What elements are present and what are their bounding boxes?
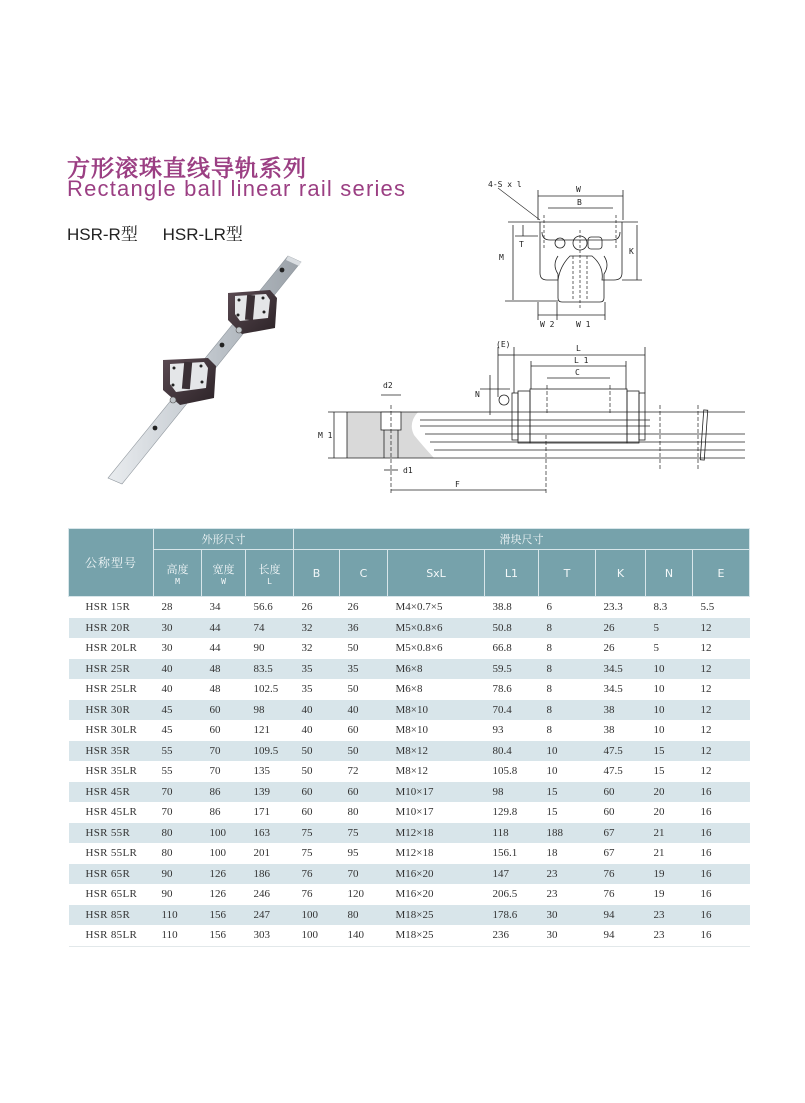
model-cell: HSR 65R xyxy=(69,864,154,885)
value-cell: 201 xyxy=(253,847,270,860)
value-cell: 60 xyxy=(202,700,246,721)
value-cell: 50 xyxy=(347,683,359,696)
value-cell: 236 xyxy=(485,925,539,946)
model-cell: HSR 65LR xyxy=(85,888,138,901)
value-cell: 16 xyxy=(700,888,712,901)
label-4-sxl: 4-S x l xyxy=(488,180,522,189)
model-cell: HSR 20R xyxy=(69,618,154,639)
column-header xyxy=(693,550,750,597)
value-cell: 156 xyxy=(202,905,246,926)
value-cell: 21 xyxy=(646,823,693,844)
value-cell: 74 xyxy=(246,618,294,639)
value-cell: 10 xyxy=(546,765,558,778)
value-cell: 23 xyxy=(539,864,596,885)
value-cell: 100 xyxy=(202,823,246,844)
value-cell: 60 xyxy=(603,806,615,819)
value-cell: 70 xyxy=(154,782,202,803)
value-cell: 66.8 xyxy=(492,642,512,655)
value-cell: 90 xyxy=(253,642,265,655)
value-cell: 80 xyxy=(161,847,173,860)
value-cell: 126 xyxy=(202,864,246,885)
value-cell: 48 xyxy=(209,683,221,696)
value-cell: 8 xyxy=(546,683,552,696)
value-cell: M12×18 xyxy=(395,847,434,860)
value-cell: 47.5 xyxy=(596,741,646,762)
value-cell: 80 xyxy=(154,823,202,844)
model-cell: HSR 45LR xyxy=(85,806,138,819)
value-cell: 40 xyxy=(294,700,340,721)
model-cell: HSR 55LR xyxy=(85,847,138,860)
table-row xyxy=(69,761,750,782)
value-cell: 12 xyxy=(700,683,712,696)
value-cell: 75 xyxy=(294,823,340,844)
value-cell: 40 xyxy=(301,724,313,737)
column-label: T xyxy=(563,566,571,580)
value-cell: 19 xyxy=(653,888,665,901)
value-cell: 102.5 xyxy=(253,683,279,696)
value-cell: 40 xyxy=(340,700,388,721)
table-row xyxy=(69,679,750,700)
value-cell: 70.4 xyxy=(485,700,539,721)
value-cell: 110 xyxy=(154,905,202,926)
value-cell: 44 xyxy=(202,618,246,639)
value-cell: 98 xyxy=(485,782,539,803)
value-cell: 163 xyxy=(246,823,294,844)
label-w: W xyxy=(576,185,581,194)
table-row xyxy=(69,925,750,946)
value-cell: 78.6 xyxy=(492,683,512,696)
value-cell: 156.1 xyxy=(492,847,518,860)
value-cell: 121 xyxy=(253,724,270,737)
column-header xyxy=(340,550,388,597)
value-cell: M16×20 xyxy=(388,864,485,885)
column-symbol: M xyxy=(175,576,180,586)
value-cell: 38.8 xyxy=(492,601,512,614)
value-cell: 80 xyxy=(347,806,359,819)
value-cell: 10 xyxy=(646,700,693,721)
value-cell: 120 xyxy=(347,888,364,901)
label-l1: L 1 xyxy=(574,356,589,365)
value-cell: 303 xyxy=(246,925,294,946)
value-cell: 6 xyxy=(546,601,552,614)
value-cell: 50 xyxy=(340,741,388,762)
value-cell: 45 xyxy=(161,724,173,737)
column-header xyxy=(154,550,202,597)
label-m1: M 1 xyxy=(318,431,333,440)
value-cell: 50 xyxy=(294,741,340,762)
value-cell: 34.5 xyxy=(603,683,623,696)
value-cell: 55 xyxy=(154,741,202,762)
value-cell: 16 xyxy=(693,864,750,885)
label-c: C xyxy=(575,368,580,377)
value-cell: 156 xyxy=(202,925,246,946)
value-cell: 188 xyxy=(539,823,596,844)
value-cell: 34 xyxy=(209,601,221,614)
value-cell: 60 xyxy=(209,724,221,737)
value-cell: 60 xyxy=(596,782,646,803)
model-cell: HSR 85LR xyxy=(69,925,154,946)
value-cell: 35 xyxy=(301,683,313,696)
value-cell: 75 xyxy=(301,847,313,860)
value-cell: 26 xyxy=(347,601,359,614)
table-row xyxy=(69,802,750,823)
value-cell: 186 xyxy=(246,864,294,885)
value-cell: 44 xyxy=(209,642,221,655)
value-cell: 20 xyxy=(646,782,693,803)
value-cell: 34.5 xyxy=(596,659,646,680)
value-cell: 12 xyxy=(693,700,750,721)
model-cell: HSR 55R xyxy=(69,823,154,844)
table-row xyxy=(69,782,750,803)
value-cell: 48 xyxy=(202,659,246,680)
label-l: L xyxy=(576,344,581,353)
table-row xyxy=(69,741,750,762)
value-cell: 12 xyxy=(700,642,712,655)
value-cell: 16 xyxy=(693,823,750,844)
value-cell: 90 xyxy=(154,864,202,885)
value-cell: M4×0.7×5 xyxy=(395,601,443,614)
value-cell: 5 xyxy=(653,642,659,655)
value-cell: 76 xyxy=(603,888,615,901)
value-cell: 30 xyxy=(161,642,173,655)
model-type-r: HSR-R型 xyxy=(67,225,138,244)
value-cell: 95 xyxy=(347,847,359,860)
table-row xyxy=(69,618,750,639)
value-cell: 16 xyxy=(700,847,712,860)
value-cell: 12 xyxy=(700,765,712,778)
table-row xyxy=(69,659,750,680)
value-cell: 40 xyxy=(161,683,173,696)
value-cell: 135 xyxy=(253,765,270,778)
column-header xyxy=(294,550,340,597)
value-cell: 247 xyxy=(246,905,294,926)
value-cell: 12 xyxy=(693,618,750,639)
column-symbol: W xyxy=(221,576,226,586)
value-cell: 15 xyxy=(546,806,558,819)
model-cell: HSR 30LR xyxy=(85,724,138,737)
value-cell: 8 xyxy=(539,659,596,680)
label-m: M xyxy=(499,253,504,262)
value-cell: M18×25 xyxy=(388,905,485,926)
value-cell: 21 xyxy=(653,847,665,860)
column-label: L1 xyxy=(504,566,519,580)
value-cell: 40 xyxy=(154,659,202,680)
column-label: 长度 xyxy=(258,562,281,576)
side-view-diagram xyxy=(310,335,755,505)
value-cell: 139 xyxy=(246,782,294,803)
value-cell: 100 xyxy=(294,905,340,926)
value-cell: 129.8 xyxy=(492,806,518,819)
value-cell: 67 xyxy=(603,847,615,860)
column-header xyxy=(485,550,539,597)
value-cell: 147 xyxy=(485,864,539,885)
model-cell: HSR 35R xyxy=(69,741,154,762)
value-cell: M10×17 xyxy=(388,782,485,803)
column-symbol: L xyxy=(267,576,272,586)
value-cell: 16 xyxy=(693,905,750,926)
label-d1: d1 xyxy=(403,466,413,475)
value-cell: 12 xyxy=(700,724,712,737)
value-cell: M16×20 xyxy=(395,888,434,901)
value-cell: 246 xyxy=(253,888,270,901)
column-label: 高度 xyxy=(166,562,189,576)
value-cell: 83.5 xyxy=(246,659,294,680)
value-cell: 32 xyxy=(294,618,340,639)
value-cell: 23 xyxy=(646,905,693,926)
value-cell: 30 xyxy=(539,905,596,926)
value-cell: M8×12 xyxy=(388,741,485,762)
value-cell: 206.5 xyxy=(492,888,518,901)
column-label: E xyxy=(717,566,725,580)
table-row xyxy=(69,823,750,844)
value-cell: 86 xyxy=(202,782,246,803)
table-row xyxy=(69,720,750,741)
table-row xyxy=(69,843,750,864)
label-d2: d2 xyxy=(383,381,393,390)
value-cell: 109.5 xyxy=(246,741,294,762)
value-cell: 12 xyxy=(693,659,750,680)
value-cell: 86 xyxy=(209,806,221,819)
title-chinese: 方形滚珠直线导轨系列 xyxy=(67,156,307,182)
value-cell: 100 xyxy=(209,847,226,860)
value-cell: 60 xyxy=(340,782,388,803)
value-cell: 10 xyxy=(646,659,693,680)
value-cell: 118 xyxy=(485,823,539,844)
table-row xyxy=(69,638,750,659)
value-cell: M6×8 xyxy=(388,659,485,680)
value-cell: 75 xyxy=(340,823,388,844)
value-cell: M12×18 xyxy=(388,823,485,844)
carriage-block-lower xyxy=(163,358,216,405)
value-cell: 8 xyxy=(546,642,552,655)
value-cell: 30 xyxy=(154,618,202,639)
column-label: K xyxy=(616,566,625,580)
value-cell: 60 xyxy=(294,782,340,803)
value-cell: 23 xyxy=(546,888,558,901)
value-cell: 98 xyxy=(246,700,294,721)
value-cell: 105.8 xyxy=(492,765,518,778)
value-cell: 35 xyxy=(294,659,340,680)
spec-table xyxy=(68,528,750,947)
value-cell: 45 xyxy=(154,700,202,721)
label-b: B xyxy=(577,198,582,207)
header-model: 公称型号 xyxy=(69,529,154,597)
value-cell: 70 xyxy=(161,806,173,819)
value-cell: 36 xyxy=(340,618,388,639)
value-cell: 140 xyxy=(340,925,388,946)
value-cell: 23 xyxy=(646,925,693,946)
value-cell: 110 xyxy=(154,925,202,946)
value-cell: 26 xyxy=(301,601,313,614)
value-cell: 94 xyxy=(596,905,646,926)
header-block-dimensions: 滑块尺寸 xyxy=(294,529,750,550)
model-cell: HSR 35LR xyxy=(85,765,138,778)
table-row xyxy=(69,700,750,721)
value-cell: M8×10 xyxy=(395,724,428,737)
model-cell: HSR 45R xyxy=(69,782,154,803)
label-t: T xyxy=(519,240,524,249)
value-cell: 70 xyxy=(340,864,388,885)
value-cell: 30 xyxy=(539,925,596,946)
value-cell: 94 xyxy=(596,925,646,946)
value-cell: M10×17 xyxy=(395,806,434,819)
value-cell: 12 xyxy=(693,741,750,762)
value-cell: 76 xyxy=(301,888,313,901)
value-cell: 70 xyxy=(202,741,246,762)
label-w2: W 2 xyxy=(540,320,555,329)
column-label: 宽度 xyxy=(212,562,235,576)
label-f: F xyxy=(455,480,460,489)
value-cell: 56.6 xyxy=(253,601,273,614)
value-cell: 10 xyxy=(653,683,665,696)
value-cell: M5×0.8×6 xyxy=(388,618,485,639)
cross-section-diagram xyxy=(480,170,660,340)
model-cell: HSR 25R xyxy=(69,659,154,680)
value-cell: 28 xyxy=(161,601,173,614)
model-cell: HSR 25LR xyxy=(85,683,138,696)
title-english: Rectangle ball linear rail series xyxy=(67,176,407,201)
label-k: K xyxy=(629,247,634,256)
value-cell: 15 xyxy=(646,741,693,762)
value-cell: 50.8 xyxy=(485,618,539,639)
column-label: C xyxy=(359,566,368,580)
value-cell: 26 xyxy=(596,618,646,639)
value-cell: 50 xyxy=(347,642,359,655)
value-cell: 5.5 xyxy=(700,601,715,614)
value-cell: 23.3 xyxy=(603,601,623,614)
value-cell: 60 xyxy=(347,724,359,737)
value-cell: 90 xyxy=(161,888,173,901)
table-row xyxy=(69,905,750,926)
header-outer-dimensions: 外形尺寸 xyxy=(154,529,294,550)
value-cell: 55 xyxy=(161,765,173,778)
value-cell: 10 xyxy=(539,741,596,762)
value-cell: M5×0.8×6 xyxy=(395,642,443,655)
value-cell: 10 xyxy=(653,724,665,737)
value-cell: 93 xyxy=(492,724,504,737)
column-label: SxL xyxy=(426,566,446,580)
value-cell: 15 xyxy=(539,782,596,803)
value-cell: 76 xyxy=(294,864,340,885)
value-cell: 16 xyxy=(693,925,750,946)
column-label: B xyxy=(312,566,321,580)
value-cell: 126 xyxy=(209,888,226,901)
value-cell: 72 xyxy=(347,765,359,778)
value-cell: 8.3 xyxy=(653,601,668,614)
column-header xyxy=(246,550,294,597)
column-header xyxy=(646,550,693,597)
value-cell: 15 xyxy=(653,765,665,778)
column-header xyxy=(596,550,646,597)
value-cell: M6×8 xyxy=(395,683,423,696)
value-cell: 38 xyxy=(603,724,615,737)
model-type-lr: HSR-LR型 xyxy=(162,225,243,244)
column-header xyxy=(388,550,485,597)
value-cell: 171 xyxy=(253,806,270,819)
value-cell: M8×10 xyxy=(388,700,485,721)
value-cell: 59.5 xyxy=(485,659,539,680)
value-cell: M8×12 xyxy=(395,765,428,778)
value-cell: 8 xyxy=(539,700,596,721)
model-cell: HSR 30R xyxy=(69,700,154,721)
value-cell: 100 xyxy=(294,925,340,946)
value-cell: 80.4 xyxy=(485,741,539,762)
column-header xyxy=(202,550,246,597)
value-cell: 19 xyxy=(646,864,693,885)
model-cell: HSR 20LR xyxy=(85,642,138,655)
label-n: N xyxy=(475,390,480,399)
value-cell: M18×25 xyxy=(388,925,485,946)
table-row xyxy=(69,884,750,905)
model-cell: HSR 85R xyxy=(69,905,154,926)
model-types xyxy=(67,220,263,245)
value-cell: 67 xyxy=(596,823,646,844)
value-cell: 8 xyxy=(546,724,552,737)
value-cell: 80 xyxy=(340,905,388,926)
table-row xyxy=(69,597,750,618)
value-cell: 35 xyxy=(340,659,388,680)
value-cell: 18 xyxy=(546,847,558,860)
table-row xyxy=(69,864,750,885)
value-cell: 32 xyxy=(301,642,313,655)
value-cell: 38 xyxy=(596,700,646,721)
value-cell: 20 xyxy=(653,806,665,819)
column-header xyxy=(539,550,596,597)
value-cell: 16 xyxy=(700,806,712,819)
value-cell: 178.6 xyxy=(485,905,539,926)
value-cell: 26 xyxy=(603,642,615,655)
label-w1: W 1 xyxy=(576,320,591,329)
label-e: (E) xyxy=(496,340,511,349)
column-label: N xyxy=(664,566,674,580)
value-cell: 47.5 xyxy=(603,765,623,778)
value-cell: 60 xyxy=(301,806,313,819)
value-cell: 70 xyxy=(209,765,221,778)
value-cell: 5 xyxy=(646,618,693,639)
value-cell: 8 xyxy=(539,618,596,639)
value-cell: 76 xyxy=(596,864,646,885)
value-cell: 50 xyxy=(301,765,313,778)
model-cell: HSR 15R xyxy=(85,601,131,614)
value-cell: 16 xyxy=(693,782,750,803)
linear-rail-photo xyxy=(100,248,315,493)
